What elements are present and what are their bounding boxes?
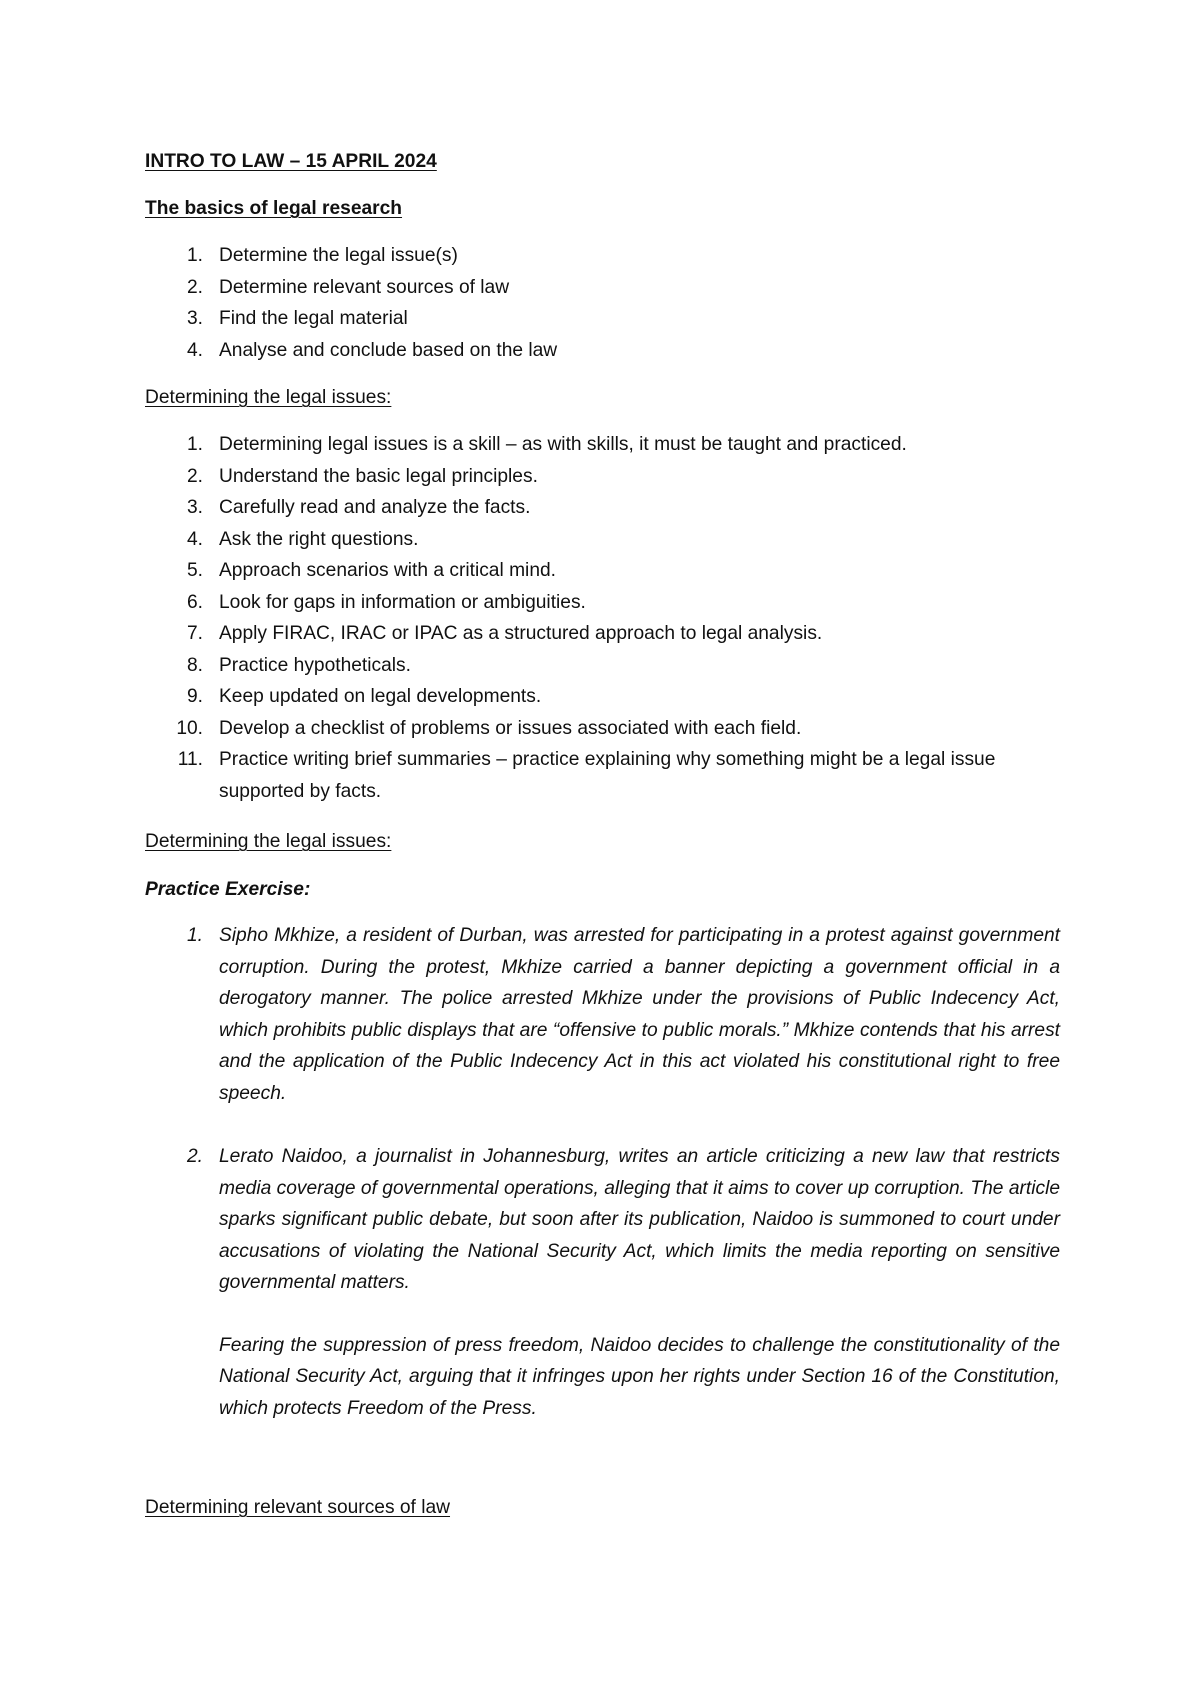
list-item: 4. Ask the right questions. (186, 528, 419, 550)
section-heading-legal-issues-2: Determining the legal issues: (145, 831, 392, 852)
list-item: 10. Develop a checklist of problems or issues associated with each field. (176, 717, 802, 739)
list-item: 11. Practice writing brief summaries – practice explaining why something might be a legal issue supported by facts. (177, 749, 996, 802)
list-item: 5. Approach scenarios with a critical mind. (186, 560, 556, 581)
exercise-text: Sipho Mkhize, a resident of Durban, was arrested for participating in a protest against government corruption. During the protest, Mkhize carried a banner depicting a government official in a derogatory manner. The police arrested Mkhize under the provisions of Public Indecency Act, which prohibits public displays that are “offensive to public morals.” Mkhize contends that his arrest and the application of the Public Indecency Act in this act violated his constitutional right to free speech. (219, 925, 1060, 1104)
section-heading-sources: Determining relevant sources of law (145, 1497, 451, 1518)
legal-issues-list (145, 429, 1060, 807)
list-item: 1. Determine the legal issue(s) (186, 245, 458, 266)
section-heading-basics: The basics of legal research (145, 198, 403, 219)
list-item: 4. Analyse and conclude based on the law (186, 339, 558, 361)
document-title: INTRO TO LAW – 15 APRIL 2024 (145, 151, 437, 172)
exercise-item: 2. Lerato Naidoo, a journalist in Johannesburg, writes an article criticizing a new law that restricts media coverage of governmental operations, alleging that it aims to cover up corruption. The article sparks significant public debate, but soon after its publication, Naidoo is summoned to court under accusations of violating the National Security Act, which limits the media reporting on sensitive governmental matters. Fearing the suppression of press freedom, Naidoo decides to challenge the constitutionality of the National Security Act, arguing that it infringes upon her rights under Section 16 of the Constitution, which protects Freedom of the Press. (145, 1141, 1060, 1424)
list-item: 2. Determine relevant sources of law (186, 276, 510, 298)
list-item: 3. Find the legal material (186, 308, 408, 329)
list-item: 7. Apply FIRAC, IRAC or IPAC as a structured approach to legal analysis. (186, 623, 823, 644)
exercise-text: Lerato Naidoo, a journalist in Johannesburg, writes an article criticizing a new law that restricts media coverage of governmental operations, alleging that it aims to cover up corruption. The article sparks significant public debate, but soon after its publication, Naidoo is summoned to court under accusations of violating the National Security Act, which limits the media reporting on sensitive governmental matters. (219, 1146, 1060, 1293)
list-item: 1. Determining legal issues is a skill – as with skills, it must be taught and practiced. (186, 434, 907, 455)
exercise-item: 1. Sipho Mkhize, a resident of Durban, was arrested for participating in a protest against government corruption. During the protest, Mkhize carried a banner depicting a government official in a derogatory manner. The police arrested Mkhize under the provisions of Public Indecency Act, which prohibits public displays that are “offensive to public morals.” Mkhize contends that his arrest and the application of the Public Indecency Act in this act violated his constitutional right to free speech. (145, 920, 1060, 1109)
exercise-list (145, 920, 1060, 1424)
list-item: 2. Understand the basic legal principles. (186, 465, 538, 487)
exercise-text-continued: Fearing the suppression of press freedom, Naidoo decides to challenge the constitutionality of the National Security Act, arguing that it infringes upon her rights under Section 16 of the Constitution, which protects Freedom of the Press. (219, 1334, 1060, 1419)
basics-list (145, 240, 1060, 366)
practice-exercise-heading: Practice Exercise: (145, 879, 311, 900)
list-item: 9. Keep updated on legal developments. (186, 686, 542, 707)
section-heading-legal-issues: Determining the legal issues: (145, 387, 392, 408)
list-item: 8. Practice hypotheticals. (186, 654, 411, 676)
list-item: 3. Carefully read and analyze the facts. (186, 497, 531, 518)
list-item: 6. Look for gaps in information or ambiguities. (186, 591, 586, 613)
